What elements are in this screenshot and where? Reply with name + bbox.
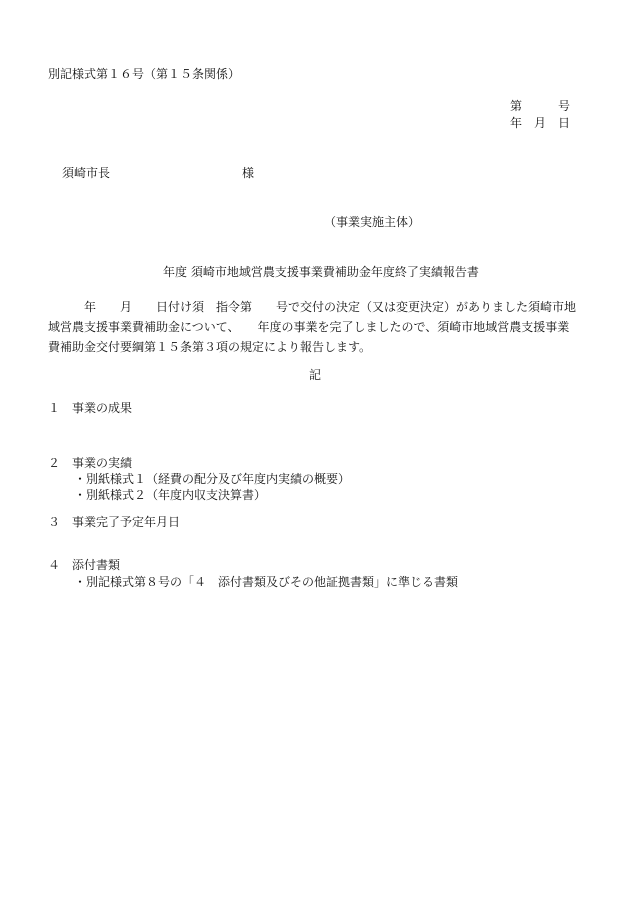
implementing-entity: （事業実施主体） [324, 215, 421, 229]
body-paragraph [48, 297, 590, 357]
body-line-3: 費補助金交付要綱第１５条第３項の規定により報告します。 [48, 340, 372, 354]
section-4-heading: ４ 添付書類 [48, 558, 121, 572]
document-date: 年 月 日 [510, 116, 571, 130]
body-line-1: 年 月 日付け須 指令第 号で交付の決定（又は変更決定）がありました須崎市地 [48, 300, 577, 314]
section-2-item-2: ・別紙様式２（年度内収支決算書） [74, 488, 267, 502]
section-1-heading: １ 事業の成果 [48, 401, 133, 415]
section-2-item-1: ・別紙様式１（経費の配分及び年度内実績の概要） [74, 472, 351, 486]
section-2-heading: ２ 事業の実績 [48, 456, 133, 470]
document-number: 第 号 [510, 99, 571, 113]
section-4-item-1: ・別記様式第８号の「４ 添付書類及びその他証拠書類」に準じる書類 [74, 575, 459, 589]
ki-label: 記 [309, 368, 322, 382]
section-3-heading: ３ 事業完了予定年月日 [48, 515, 181, 529]
addressee: 須崎市長 様 [62, 166, 255, 180]
form-id: 別記様式第１６号（第１５条関係） [48, 67, 241, 81]
document-title: 年度 須崎市地域営農支援事業費補助金年度終了実績報告書 [163, 265, 479, 279]
body-line-2: 域営農支援事業費補助金について、 年度の事業を完了しましたので、須崎市地域営農支援事業 [48, 320, 570, 334]
